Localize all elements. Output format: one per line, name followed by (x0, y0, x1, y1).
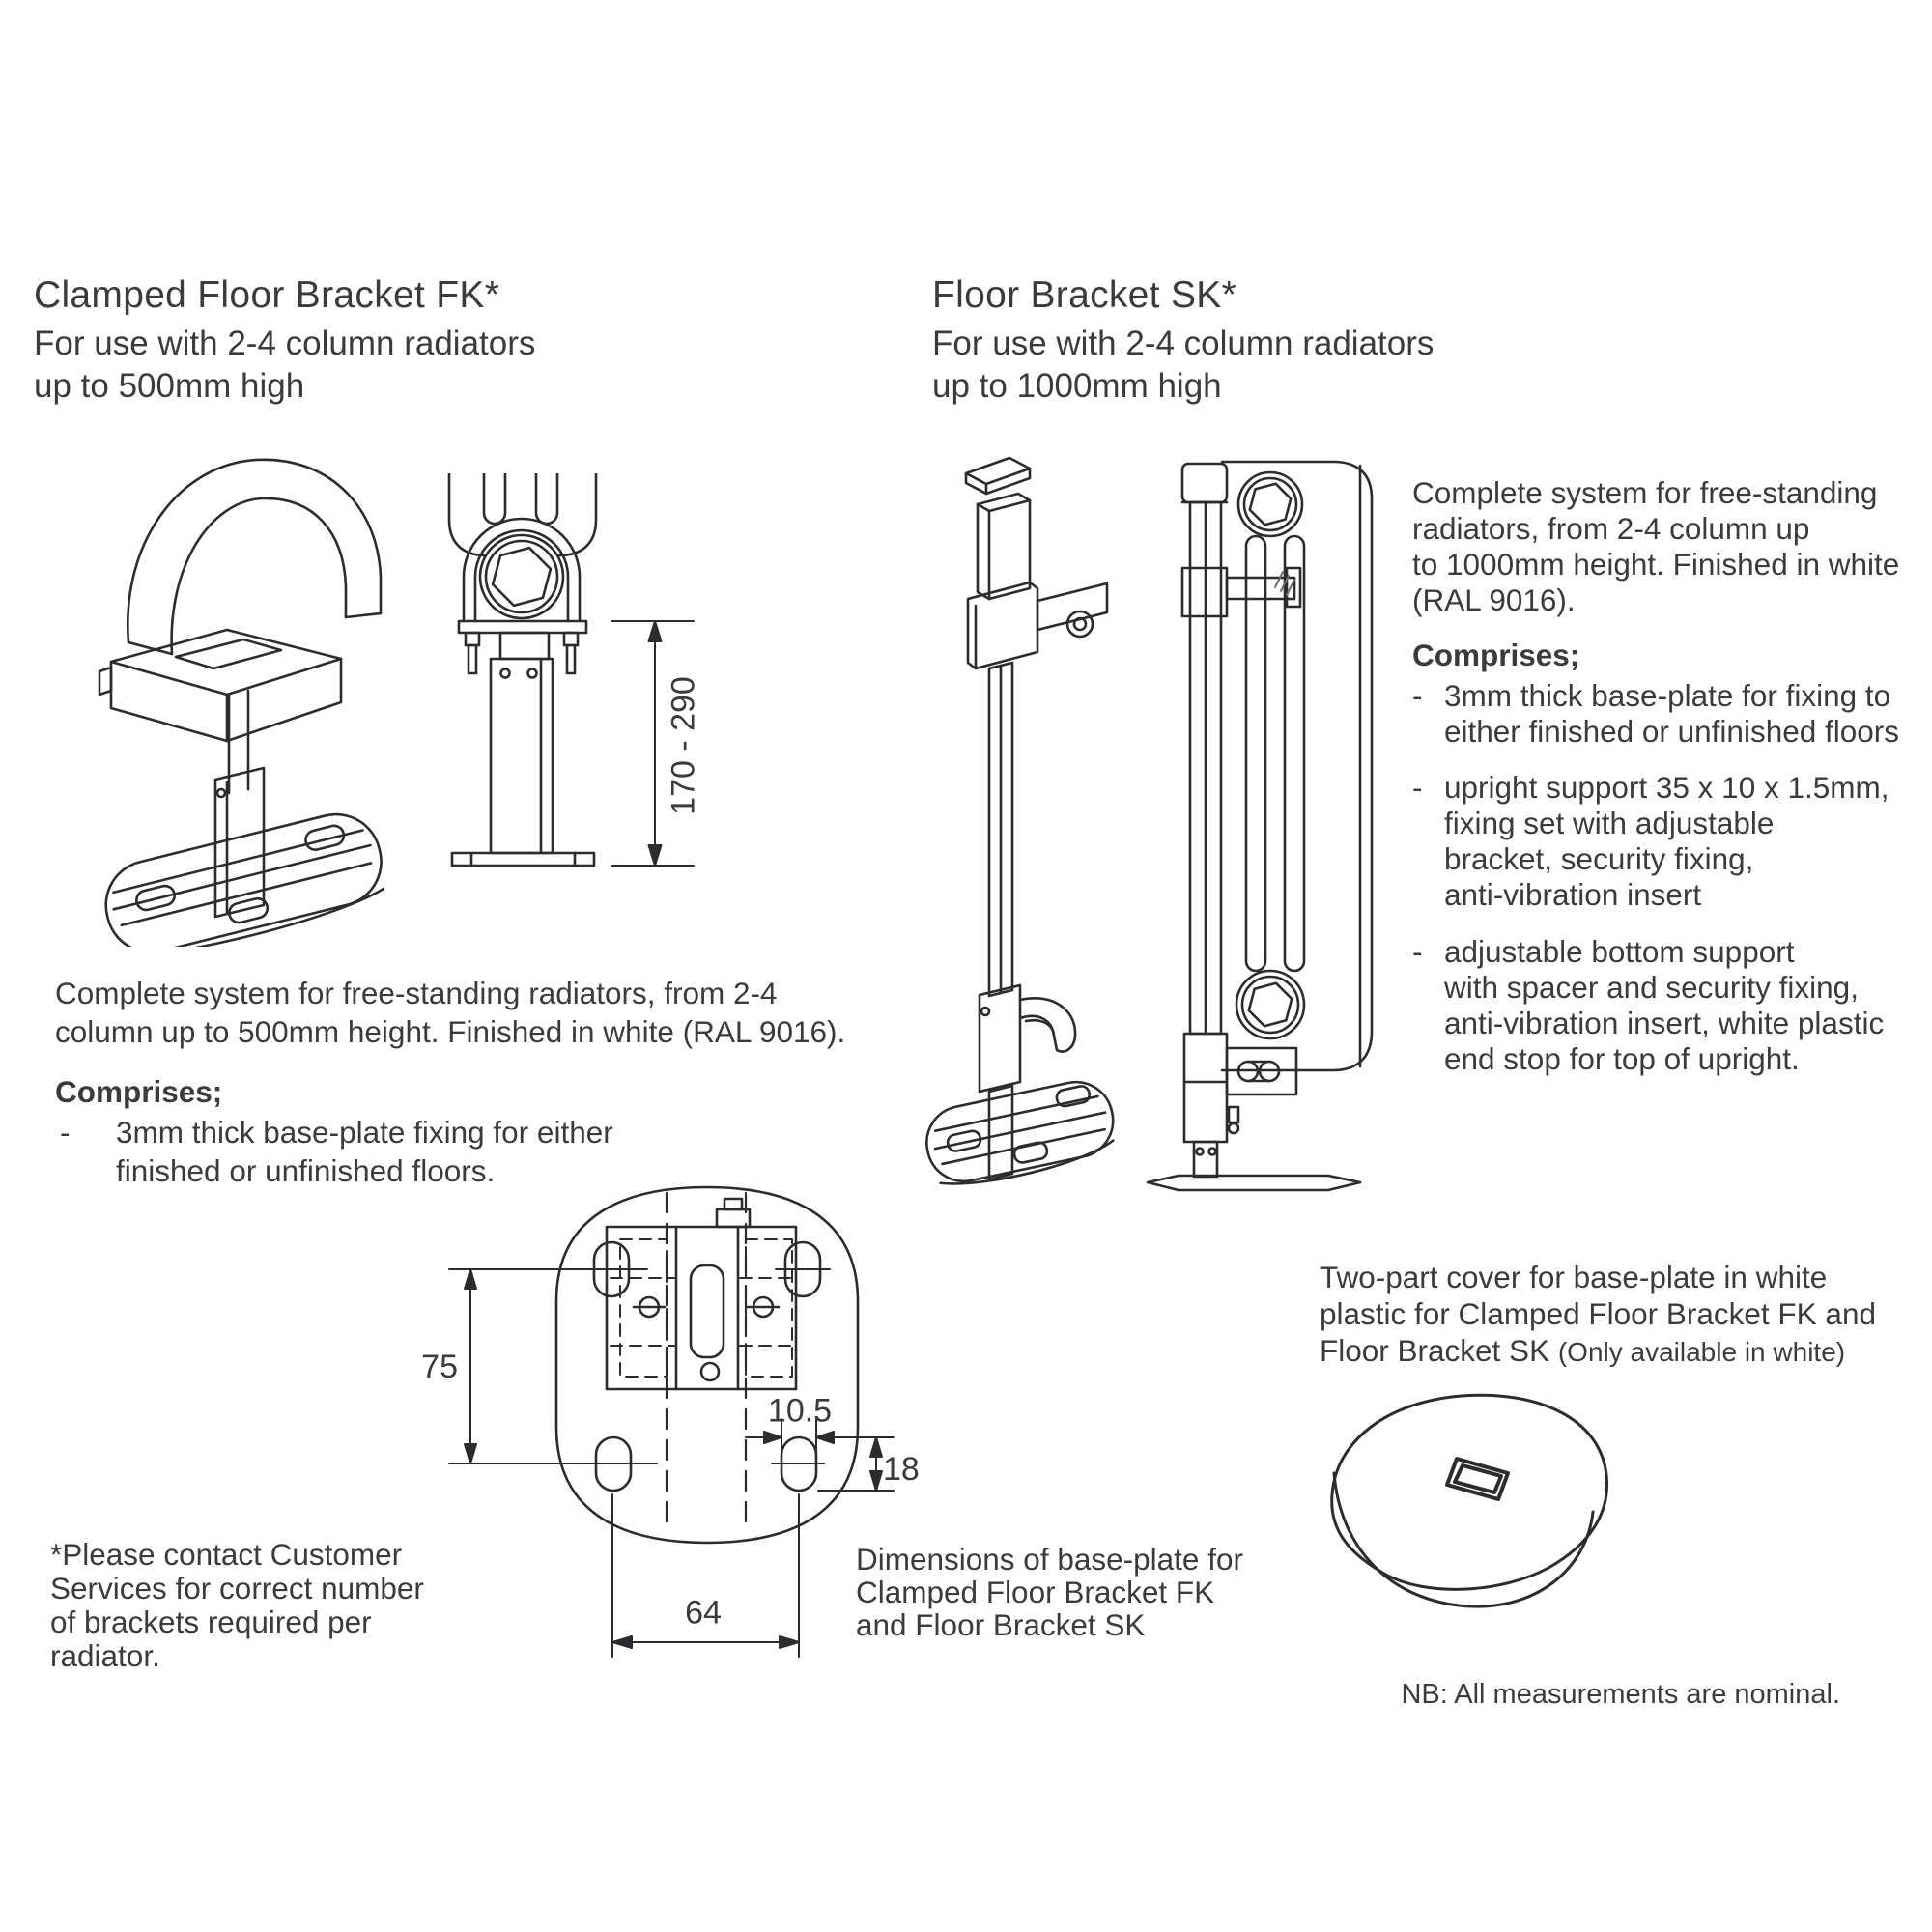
fk-description (55, 974, 845, 1051)
sk-description-line3: to 1000mm height. Finished in white (1412, 547, 1900, 582)
fk-subtitle (34, 323, 535, 408)
sk-description-line4: (RAL 9016). (1412, 582, 1576, 617)
sk-bullet3-text (1444, 934, 1884, 1077)
sk-bullet-upright (1412, 770, 1889, 913)
cover-line3-main: Floor Bracket SK (1320, 1333, 1558, 1368)
baseplate-dim-64-label: 64 (685, 1594, 722, 1632)
sk-bullet2-line4: anti-vibration insert (1444, 877, 1702, 912)
sk-subtitle-line2: up to 1000mm high (932, 367, 1222, 405)
fk-bullet-dash: - (60, 1115, 71, 1150)
baseplate-caption-line3: and Floor Bracket SK (856, 1607, 1146, 1642)
fk-bullet-line1: 3mm thick base-plate fixing for either (116, 1115, 613, 1150)
fk-height-dimension-label: 170 - 290 (665, 676, 702, 815)
sk-bullet2-text (1444, 770, 1889, 913)
fk-title: Clamped Floor Bracket FK* (34, 274, 500, 316)
baseplate-dim-10-5-label: 10.5 (767, 1392, 833, 1430)
footnote-line4: radiator. (50, 1638, 160, 1673)
sk-title: Floor Bracket SK* (932, 274, 1237, 316)
fk-bullet-text (116, 1113, 613, 1190)
sk-bullet3-dash: - (1412, 934, 1423, 969)
fk-description-line1: Complete system for free-standing radiators, from 2-4 (55, 976, 778, 1010)
sk-subtitle-line1: For use with 2-4 column radiators (932, 325, 1435, 362)
sk-isometric-drawing (918, 454, 1130, 1208)
fk-bullet-baseplate (60, 1113, 613, 1190)
sk-bullet2-line2: fixing set with adjustable (1444, 806, 1775, 840)
sk-bullet1-dash: - (1412, 678, 1423, 713)
sk-description-line2: radiators, from 2-4 column up (1412, 511, 1810, 546)
sk-subtitle (932, 323, 1434, 408)
sk-bullet1-text (1444, 678, 1899, 750)
fk-isometric-drawing (82, 449, 401, 947)
cover-line3 (1320, 1332, 1876, 1371)
baseplate-caption-line1: Dimensions of base-plate for (856, 1542, 1243, 1577)
sk-comprises-label: Comprises; (1412, 638, 1580, 672)
sk-bullet2-line3: bracket, security fixing, (1444, 841, 1754, 876)
sk-description (1412, 475, 1899, 618)
footnote-line1: *Please contact Customer (50, 1537, 403, 1572)
sk-bullet-baseplate (1412, 678, 1899, 750)
sk-bullet-bottom-support (1412, 934, 1884, 1077)
sk-bullet3-line2: with spacer and security fixing, (1444, 970, 1859, 1005)
cover-line2: plastic for Clamped Floor Bracket FK and (1320, 1296, 1876, 1331)
sk-side-view-drawing (1140, 454, 1381, 1208)
sk-bullet3-line3: anti-vibration insert, white plastic (1444, 1006, 1885, 1040)
fk-comprises-label: Comprises; (55, 1074, 223, 1109)
nb-note: NB: All measurements are nominal. (1401, 1679, 1840, 1710)
footnote (50, 1538, 424, 1673)
sk-bullet1-line1: 3mm thick base-plate for fixing to (1444, 678, 1891, 713)
sk-bullet1-line2: either finished or unfinished floors (1444, 714, 1900, 749)
baseplate-dim-75-label: 75 (421, 1349, 458, 1385)
baseplate-dim-18-label: 18 (883, 1451, 920, 1488)
cover-description (1320, 1259, 1876, 1371)
cover-drawing (1319, 1386, 1628, 1623)
fk-subtitle-line1: For use with 2-4 column radiators (34, 325, 536, 362)
sk-description-line1: Complete system for free-standing (1412, 475, 1878, 510)
fk-bullet-line2: finished or unfinished floors. (116, 1153, 496, 1188)
baseplate-caption-line2: Clamped Floor Bracket FK (856, 1575, 1215, 1609)
sk-bullet2-line1: upright support 35 x 10 x 1.5mm, (1444, 770, 1889, 805)
sk-bullet3-line1: adjustable bottom support (1444, 934, 1795, 969)
fk-subtitle-line2: up to 500mm high (34, 367, 305, 405)
sk-bullet3-line4: end stop for top of upright. (1444, 1041, 1800, 1076)
footnote-line3: of brackets required per (50, 1605, 372, 1639)
sk-bullet2-dash: - (1412, 770, 1423, 805)
cover-line1: Two-part cover for base-plate in white (1320, 1260, 1828, 1294)
baseplate-caption (856, 1543, 1243, 1641)
cover-line3-note: (Only available in white) (1557, 1337, 1846, 1367)
footnote-line2: Services for correct number (50, 1571, 424, 1605)
fk-description-line2: column up to 500mm height. Finished in white (RAL 9016). (55, 1014, 846, 1049)
